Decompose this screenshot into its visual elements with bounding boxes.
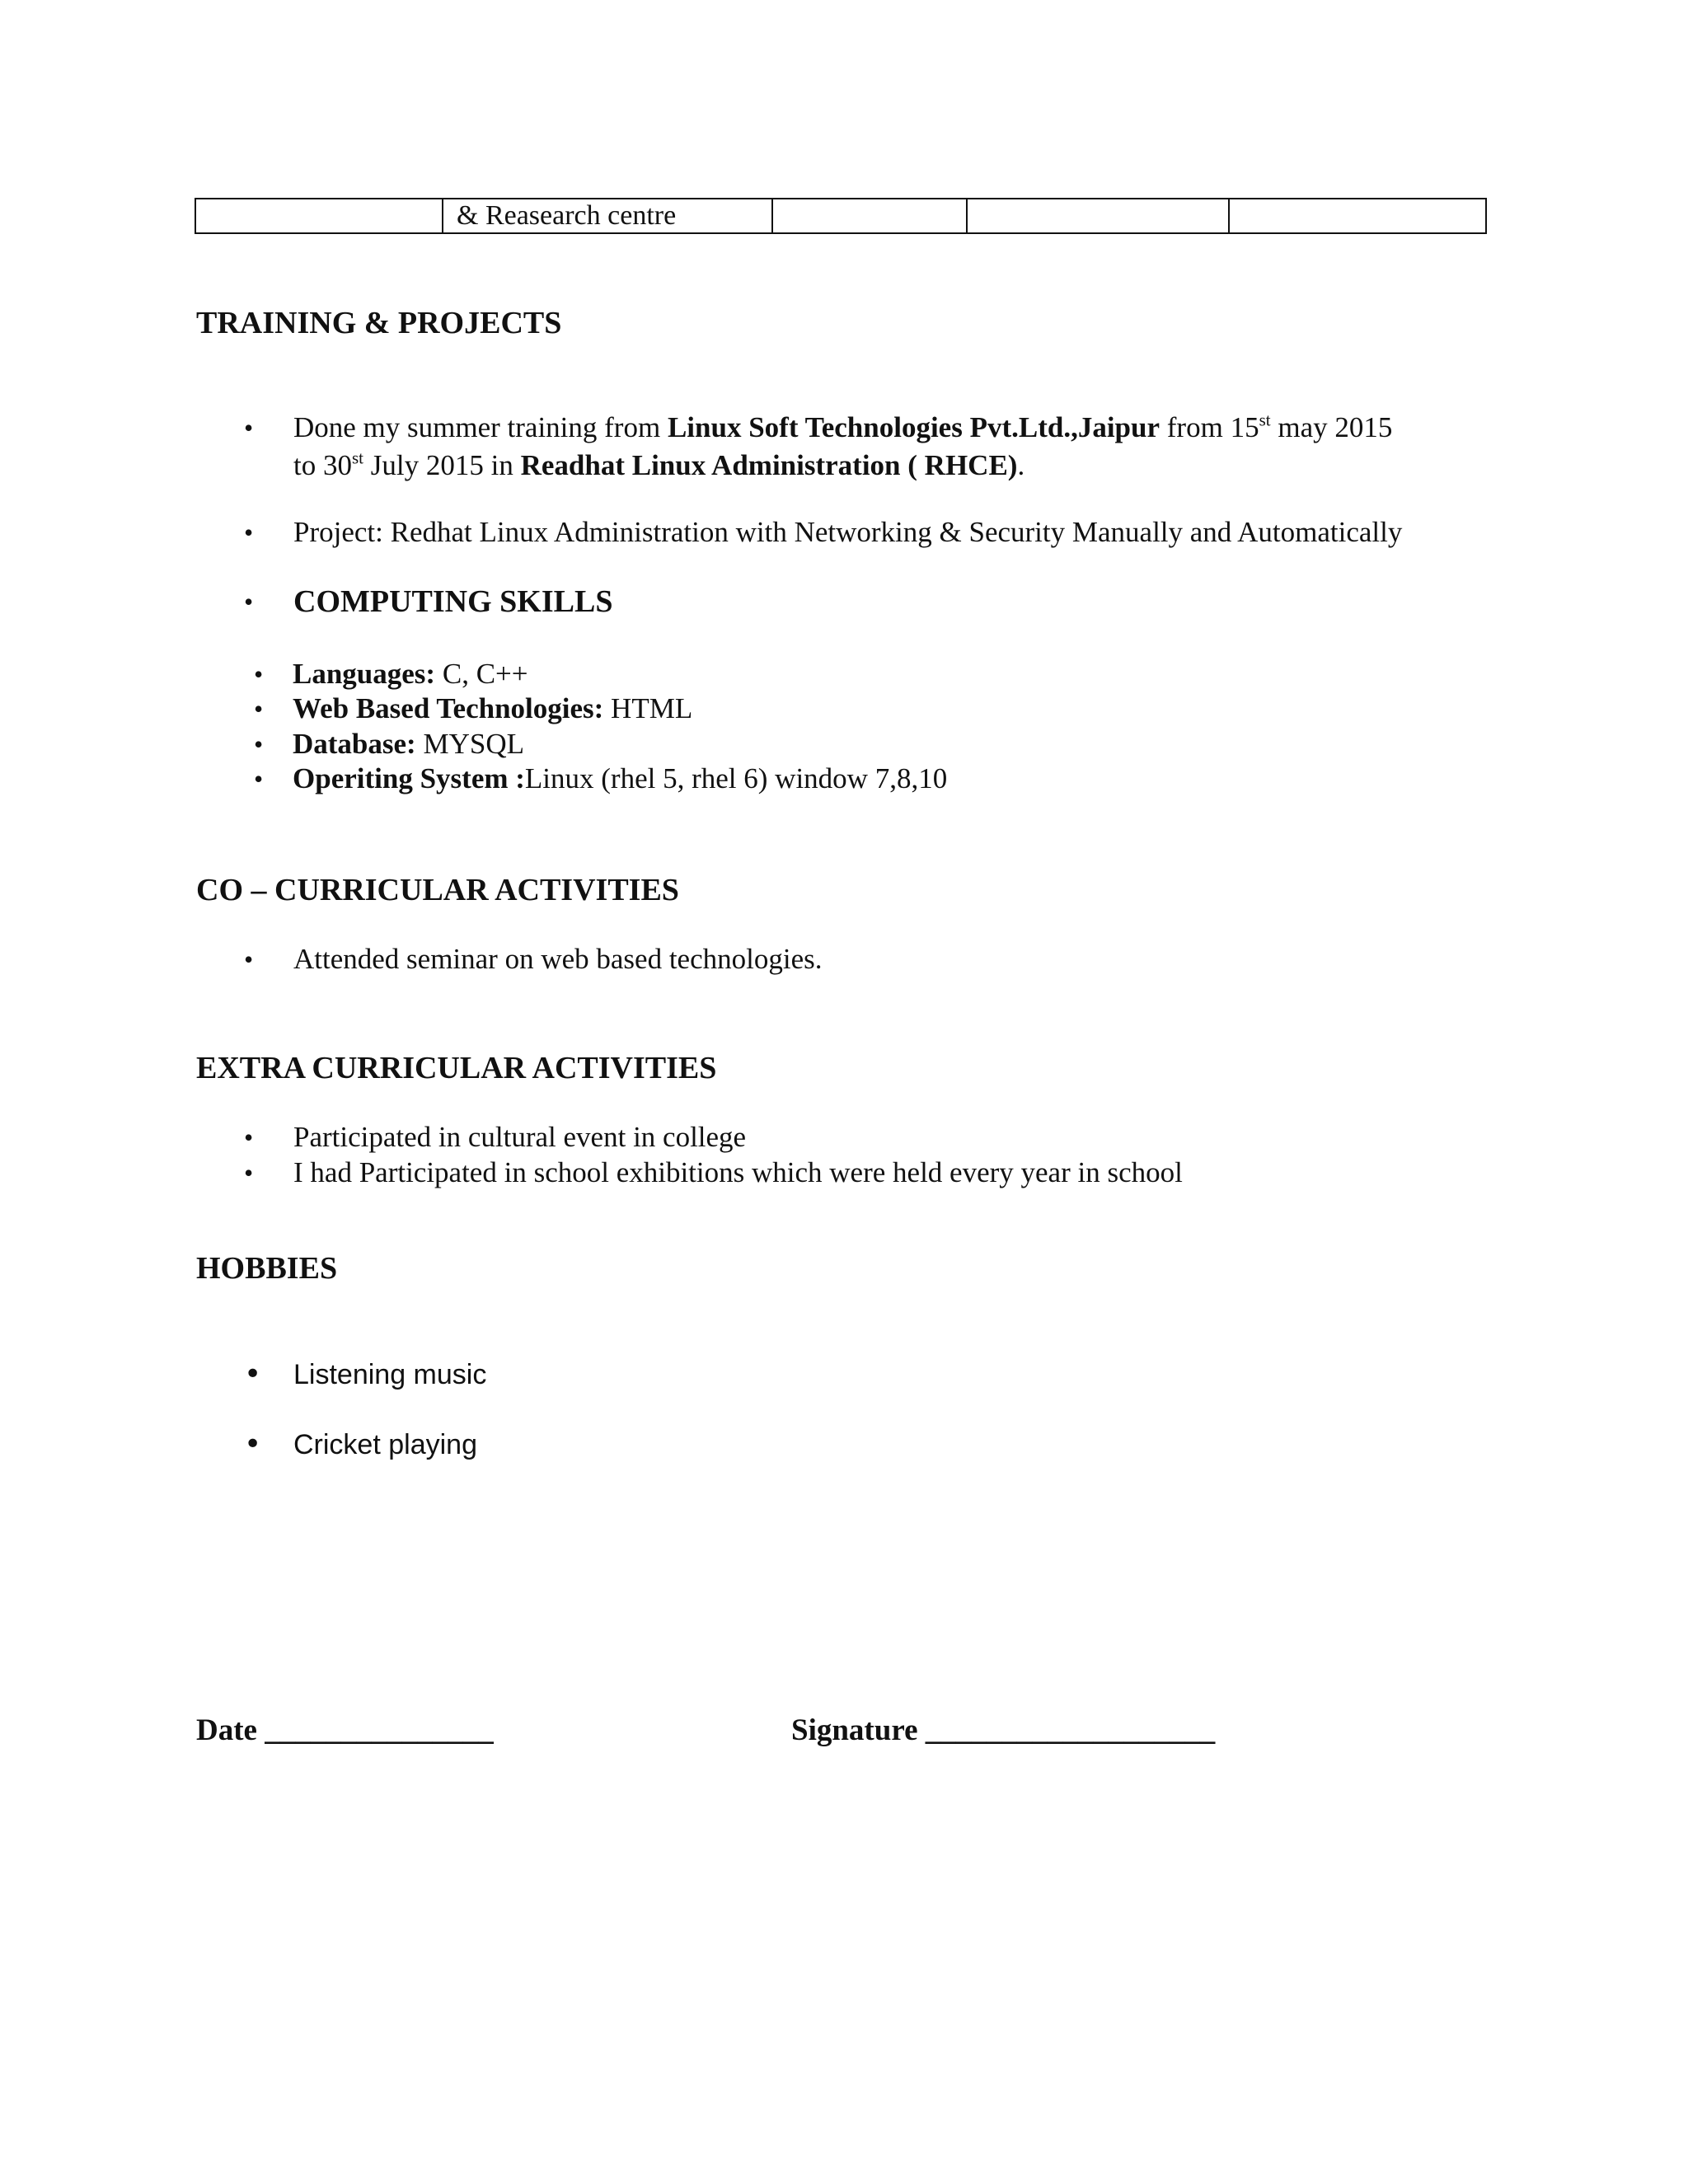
project-text: Project: Redhat Linux Administration with Networking & Security Manually and Automatically (293, 516, 1403, 548)
bullet-icon: • (254, 694, 264, 724)
skill-label: Web Based Technologies: (293, 692, 604, 724)
skill-value: C, C++ (435, 658, 528, 690)
list-item (0, 1427, 1688, 1468)
bullet-icon: • (244, 1122, 254, 1152)
table-row (195, 199, 1486, 233)
bullet-icon: • (254, 764, 264, 794)
list-item (0, 514, 1688, 555)
bullet-icon: • (244, 1427, 262, 1461)
hobby-item: Cricket playing (293, 1429, 477, 1460)
list-item (0, 1357, 1688, 1398)
extra-curricular-item: I had Participated in school exhibitions which were held every year in school (293, 1156, 1183, 1188)
bullet-icon: • (244, 413, 254, 443)
bullet-icon: • (244, 587, 254, 616)
skill-value: Linux (rhel 5, rhel 6) window 7,8,10 (524, 762, 948, 794)
training-heading: TRAINING & PROJECTS (196, 306, 562, 340)
table-cell (772, 199, 967, 233)
co-curricular-item: Attended seminar on web based technologies. (293, 943, 823, 975)
list-item (0, 583, 1688, 625)
bullet-icon: • (244, 944, 254, 974)
bullet-icon: • (244, 518, 254, 547)
table-cell (1229, 199, 1486, 233)
bullet-icon: • (254, 659, 264, 689)
list-item (0, 941, 1688, 982)
table-cell (195, 199, 443, 233)
training-text-line1: Done my summer training from Linux Soft Technologies Pvt.Ltd.,Jaipur from 15st may 2015 (293, 410, 1393, 443)
skill-label: Operiting System : (293, 762, 525, 794)
skill-label: Languages: (293, 658, 436, 690)
co-curricular-heading: CO – CURRICULAR ACTIVITIES (196, 873, 679, 907)
skill-label: Database: (293, 728, 416, 760)
extra-curricular-item: Participated in cultural event in college (293, 1121, 747, 1153)
skill-item (0, 657, 1688, 693)
signature-line: Signature ___________________ (791, 1713, 1216, 1747)
continuation-table (195, 198, 1487, 234)
skill-item (0, 691, 1688, 728)
date-line: Date _______________ (196, 1713, 494, 1747)
hobbies-heading: HOBBIES (196, 1251, 338, 1286)
list-item (0, 1155, 1688, 1196)
table-cell: & Reasearch centre (443, 199, 772, 233)
bullet-icon: • (254, 729, 264, 759)
skill-value: MYSQL (415, 728, 524, 760)
table-cell (967, 199, 1229, 233)
hobby-item: Listening music (293, 1359, 487, 1390)
training-text-line2: to 30st July 2015 in Readhat Linux Administration ( RHCE). (293, 448, 1025, 481)
bullet-icon: • (244, 1158, 254, 1188)
extra-curricular-heading: EXTRA CURRICULAR ACTIVITIES (196, 1051, 717, 1085)
skill-value: HTML (603, 692, 693, 724)
skill-item (0, 762, 1688, 798)
list-item-continuation (0, 448, 1688, 489)
list-item (0, 410, 1688, 451)
skill-item (0, 727, 1688, 763)
computing-skills-heading: COMPUTING SKILLS (293, 584, 613, 619)
bullet-icon: • (244, 1357, 262, 1391)
